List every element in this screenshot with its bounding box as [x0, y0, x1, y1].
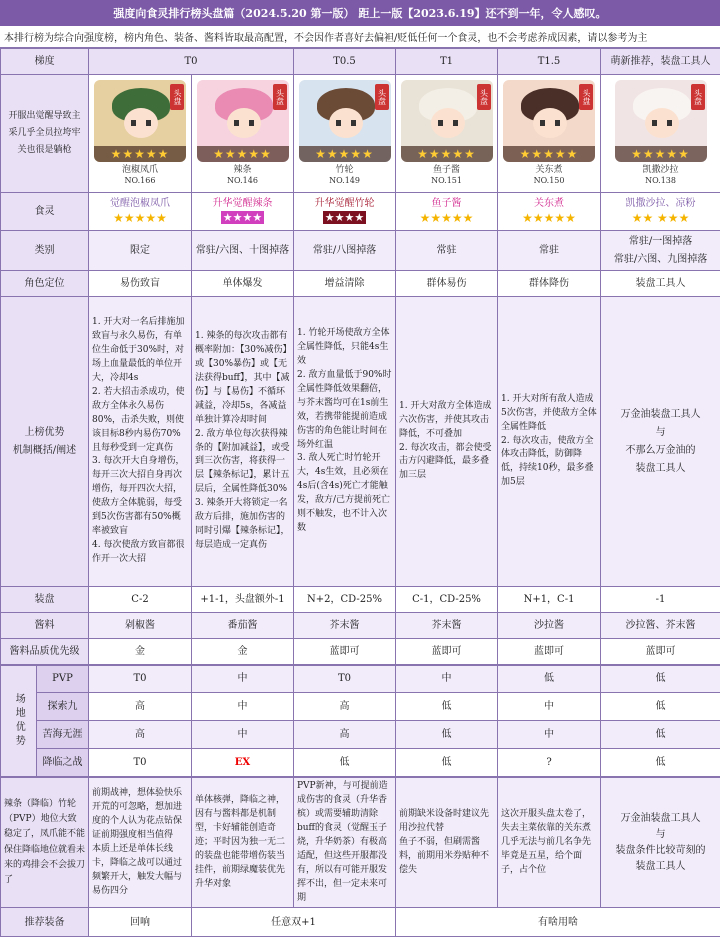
- comment-cell: 单体核弹，降临之神，因有与酱料都是机制型，卡好辅能创造奇迹；平时因为独一无二的装盘也能带增伤装当挂件，前期绿魔装优先升华对象: [192, 778, 294, 908]
- spirit-name: 鱼子酱: [431, 197, 462, 209]
- role-row: [1, 271, 720, 297]
- portrait-cell-4: [396, 75, 498, 193]
- spirit-stars: ★★★★★: [419, 211, 474, 226]
- priority-cell: 蓝即可: [498, 639, 601, 665]
- sauce-row: [1, 613, 720, 639]
- mechanism-cell: 1. 开大对所有敌人造成5次伤害，并使敌方全体全属性降低 2. 每次攻击，使敌方全体攻击降低，防御降低，持续10秒，最多叠加5层: [498, 297, 601, 587]
- mechanism-cell: 1. 开大对一名后排施加致盲与永久易伤，有单位生命低于30%时，对场上血量最低的单位开大，冷却4s 2. 若大招击杀成功，使敌方全体永久易伤80%，击杀失败，则使该目标8秒内易伤70%且每秒受到一定真伤 3. 每次开大自身增伤，每开三次大招自身再次增伤，每开四次大招，使敌方全体脆弱，每受到5次伤害都有50%概率被致盲 4. 每次使敌方致盲都很作开一次大招: [89, 297, 192, 587]
- descend-label: 降临之战: [37, 749, 89, 777]
- mechanism-cell: 1. 开大对敌方全体造成六次伤害，并使其攻击降低，不可叠加 2. 每次攻击，都会使受击方闪避降低，最多叠加三层: [396, 297, 498, 587]
- tier-novice: 萌新推荐，装盘工具人: [601, 49, 720, 75]
- sea-cell: 高: [89, 721, 192, 749]
- rarity-stars: ★★★★★: [94, 146, 186, 162]
- spirit-stars-2: ★★★: [657, 211, 690, 226]
- server-note: 开服出觉醒导致主采几乎全员拉垮牢关也很是躺枪: [1, 75, 89, 193]
- spirit-name: 升华觉醒竹轮: [314, 198, 375, 210]
- comment-table: [0, 777, 720, 937]
- comment-cell: PVP新神，与可提前造成伤害的食灵（升华香槟）或需要辅助清除buff的食灵（觉醒玉子烧，升华奶茶）有极高适配，但这些开服都没有，所以有可能开服发挥不出，但一定未来可期: [294, 778, 396, 908]
- head-disc-badge: 头盘: [375, 84, 389, 110]
- spirit-cell: [294, 193, 396, 231]
- comment-left: 辣条（降临）竹轮（PVP）地位大致稳定了，凤爪能不能保住降临地位就看未来的鸡排会不会拔刀了: [1, 778, 89, 908]
- priority-cell: 金: [89, 639, 192, 665]
- spirit-name: 关东煮: [534, 197, 565, 209]
- sea-cell: 高: [294, 721, 396, 749]
- explore-cell: 低: [601, 693, 720, 721]
- tier-t0: T0: [89, 49, 294, 75]
- explore-row: [1, 693, 720, 721]
- character-number: NO.151: [431, 176, 462, 186]
- mechanism-cell: 1. 竹轮开场使敌方全体全属性降低，只能4s生效 2. 敌方血量低于90%时全属性降低效果翻倍，与芥末酱均可在1s前生效，若携带能提前造成伤害的角色能让时间在场外红温 3. 敌人死亡时竹轮开大，4s生效，且必须在4s后(含4s)死亡才能触发，敌方/己方提前死亡则不触发，也不计入次数: [294, 297, 396, 587]
- recommend-a: 回响: [89, 908, 192, 937]
- explore-cell: 低: [396, 693, 498, 721]
- descend-row: [1, 749, 720, 777]
- character-number: NO.146: [227, 176, 258, 186]
- priority-cell: 蓝即可: [396, 639, 498, 665]
- head-disc-badge: 头盘: [579, 84, 593, 110]
- explore-label: 探索九: [37, 693, 89, 721]
- rarity-stars: ★★★★★: [615, 146, 707, 162]
- spirit-stars: ★★★★★: [522, 211, 576, 226]
- character-name: 泡椒凤爪: [121, 165, 158, 176]
- disc-cell: -1: [601, 587, 720, 613]
- spirit-name: 升华觉醒辣条: [212, 198, 273, 210]
- head-disc-badge: 头盘: [477, 84, 491, 110]
- portrait-cell-1: [89, 75, 192, 193]
- priority-cell: 金: [192, 639, 294, 665]
- character-number: NO.150: [533, 176, 565, 186]
- sauce-cell: 沙拉酱、芥末酱: [601, 613, 720, 639]
- role-cell: 单体爆发: [192, 271, 294, 297]
- portrait-cell-5: [498, 75, 601, 193]
- avatar: [94, 80, 186, 162]
- sauce-cell: 芥末酱: [396, 613, 498, 639]
- category-cell: 常驻: [396, 231, 498, 271]
- spirit-cell: [601, 193, 720, 231]
- comment-cell: 万金油装盘工具人 与 装盘条件比较苛刻的 装盘工具人: [601, 778, 720, 908]
- spirit-name: 觉醒泡椒凤爪: [110, 197, 170, 209]
- category-cell: 常驻/一图掉落 常驻/六图、九图掉落: [601, 231, 720, 271]
- disc-label: 装盘: [1, 587, 89, 613]
- recommend-b: 任意双+1: [192, 908, 396, 937]
- tier-t15: T1.5: [498, 49, 601, 75]
- character-number: NO.138: [645, 176, 676, 186]
- mechanism-label: 上榜优势 机制概括/阐述: [1, 297, 89, 587]
- disc-cell: N+1，C-1: [498, 587, 601, 613]
- category-label: 类别: [1, 231, 89, 271]
- rarity-stars: ★★★★★: [401, 146, 493, 162]
- pvp-cell: 中: [396, 666, 498, 693]
- disc-cell: C-2: [89, 587, 192, 613]
- tier-t1: T1: [396, 49, 498, 75]
- portrait-cell-3: [294, 75, 396, 193]
- explore-cell: 高: [294, 693, 396, 721]
- spirit-row: [1, 193, 720, 231]
- character-name: 辣条: [233, 165, 252, 176]
- explore-cell: 高: [89, 693, 192, 721]
- descend-cell: 低: [396, 749, 498, 777]
- explore-cell: 中: [498, 693, 601, 721]
- sauce-cell: 剁椒酱: [89, 613, 192, 639]
- rarity-stars: ★★★★★: [299, 146, 391, 162]
- role-cell: 群体降伤: [498, 271, 601, 297]
- disc-row: [1, 587, 720, 613]
- role-cell: 易伤致盲: [89, 271, 192, 297]
- mechanism-cell: 万金油装盘工具人 与 不那么万金油的 装盘工具人: [601, 297, 720, 587]
- head-disc-badge: 头盘: [273, 84, 287, 110]
- avatar: [197, 80, 289, 162]
- portrait-cell-6: [601, 75, 720, 193]
- tier-label: 梯度: [1, 49, 89, 75]
- spirit-label: 食灵: [1, 193, 89, 231]
- spirit-cell: [498, 193, 601, 231]
- rarity-stars: ★★★★★: [197, 146, 289, 162]
- pvp-row: [1, 666, 720, 693]
- descend-cell: 低: [294, 749, 396, 777]
- tier-table: [0, 48, 720, 665]
- descend-cell: 低: [601, 749, 720, 777]
- character-name: 关东煮: [535, 165, 563, 176]
- sea-cell: 低: [396, 721, 498, 749]
- spirit-cell: [89, 193, 192, 231]
- sauce-cell: 沙拉酱: [498, 613, 601, 639]
- role-cell: 群体易伤: [396, 271, 498, 297]
- category-row: [1, 231, 720, 271]
- priority-cell: 蓝即可: [601, 639, 720, 665]
- sea-cell: 中: [192, 721, 294, 749]
- spirit-name: 凯撒沙拉、凉粉: [625, 197, 696, 209]
- avatar: [401, 80, 493, 162]
- mechanism-row: [1, 297, 720, 587]
- comment-cell: 这次开服头盘太卷了，失去主菜依靠的关东煮几乎无法与前几名争先 毕竟是五星，给个面子，占个位: [498, 778, 601, 908]
- disc-cell: C-1，CD-25%: [396, 587, 498, 613]
- character-number: NO.149: [329, 176, 360, 186]
- sea-cell: 中: [498, 721, 601, 749]
- sauce-cell: 番茄酱: [192, 613, 294, 639]
- sauce-cell: 芥末酱: [294, 613, 396, 639]
- pvp-cell: T0: [294, 666, 396, 693]
- character-name: 竹轮: [335, 165, 354, 176]
- recommend-row: [1, 908, 720, 937]
- sea-cell: 低: [601, 721, 720, 749]
- comment-cell: 前期战神，想体验快乐开荒的可忽略，想加进度的个人认为花点钻保证前期强度相当值得 本质上还是单体长线卡，降临之战可以通过频繁开大，触发大幅与易伤四分: [89, 778, 192, 908]
- page-title: 强度向食灵排行榜头盘篇（2024.5.20 第一版） 距上一版【2023.6.19】还不到一年，令人感叹。: [0, 0, 720, 26]
- venue-table: [0, 665, 720, 777]
- disc-cell: +1-1，头盘额外-1: [192, 587, 294, 613]
- head-disc-badge: 头盘: [691, 84, 705, 110]
- priority-label: 酱料品质优先级: [1, 639, 89, 665]
- tier-header-row: [1, 49, 720, 75]
- priority-cell: 蓝即可: [294, 639, 396, 665]
- recommend-c: 有啥用啥: [396, 908, 720, 937]
- spirit-stars: ★★★★: [324, 210, 365, 224]
- sea-row: [1, 721, 720, 749]
- mechanism-cell: 1. 辣条的每次攻击都有概率附加：【30%减伤】或【30%暴伤】或【无法获得buff】，其中【减伤】与【易伤】不循环减益，冷却5s，各减益单独计算冷却时间 2. 敌方单位每次获得辣条的【附加减益】，或受到三次伤害，将获得一层【辣条标记】，累计五层后，全属性降低30% 3. 辣条开大将锁定一名敌方后排，施加伤害的同时引爆【辣条标记】，每层造成一定真伤: [192, 297, 294, 587]
- character-name: 鱼子酱: [433, 165, 461, 176]
- avatar: [503, 80, 595, 162]
- pvp-cell: 中: [192, 666, 294, 693]
- character-name: 凯撒沙拉: [642, 165, 679, 176]
- descend-cell: EX: [192, 749, 294, 777]
- descend-cell: ?: [498, 749, 601, 777]
- spirit-cell: [192, 193, 294, 231]
- comment-row: [1, 778, 720, 908]
- rarity-stars: ★★★★★: [503, 146, 595, 162]
- explore-cell: 中: [192, 693, 294, 721]
- role-cell: 装盘工具人: [601, 271, 720, 297]
- portrait-cell-2: [192, 75, 294, 193]
- avatar: [615, 80, 707, 162]
- pvp-label: PVP: [37, 666, 89, 693]
- role-label: 角色定位: [1, 271, 89, 297]
- pvp-cell: T0: [89, 666, 192, 693]
- descend-cell: T0: [89, 749, 192, 777]
- role-cell: 增益清除: [294, 271, 396, 297]
- sea-label: 苦海无涯: [37, 721, 89, 749]
- tier-t05: T0.5: [294, 49, 396, 75]
- venue-label-text: 场地优势: [13, 693, 25, 749]
- disc-cell: N+2，CD-25%: [294, 587, 396, 613]
- spirit-cell: [396, 193, 498, 231]
- sauce-label: 酱料: [1, 613, 89, 639]
- category-cell: 常驻/六图、十图掉落: [192, 231, 294, 271]
- character-number: NO.166: [124, 176, 156, 186]
- spirit-stars: ★★: [631, 211, 654, 226]
- category-cell: 限定: [89, 231, 192, 271]
- avatar: [299, 80, 391, 162]
- spirit-stars: ★★★★: [222, 210, 263, 224]
- recommend-label: 推荐装备: [1, 908, 89, 937]
- portrait-row: [1, 75, 720, 193]
- category-cell: 常驻/八图掉落: [294, 231, 396, 271]
- venue-label: [1, 666, 37, 777]
- intro-text: 本排行榜为综合向强度榜，榜内角色、装备、酱料皆取最高配置，不会因作者喜好去偏袒/贬低任何一个食灵，也不会考虑养成因素，请以参考为主: [0, 26, 720, 48]
- head-disc-badge: 头盘: [170, 84, 184, 110]
- category-cell: 常驻: [498, 231, 601, 271]
- spirit-stars: ★★★★★: [113, 211, 167, 226]
- priority-row: [1, 639, 720, 665]
- pvp-cell: 低: [601, 666, 720, 693]
- pvp-cell: 低: [498, 666, 601, 693]
- comment-cell: 前期缺米设备时建议先用沙拉代替 鱼子不弱，但刷需酱料，前期用米券贴种不偿失: [396, 778, 498, 908]
